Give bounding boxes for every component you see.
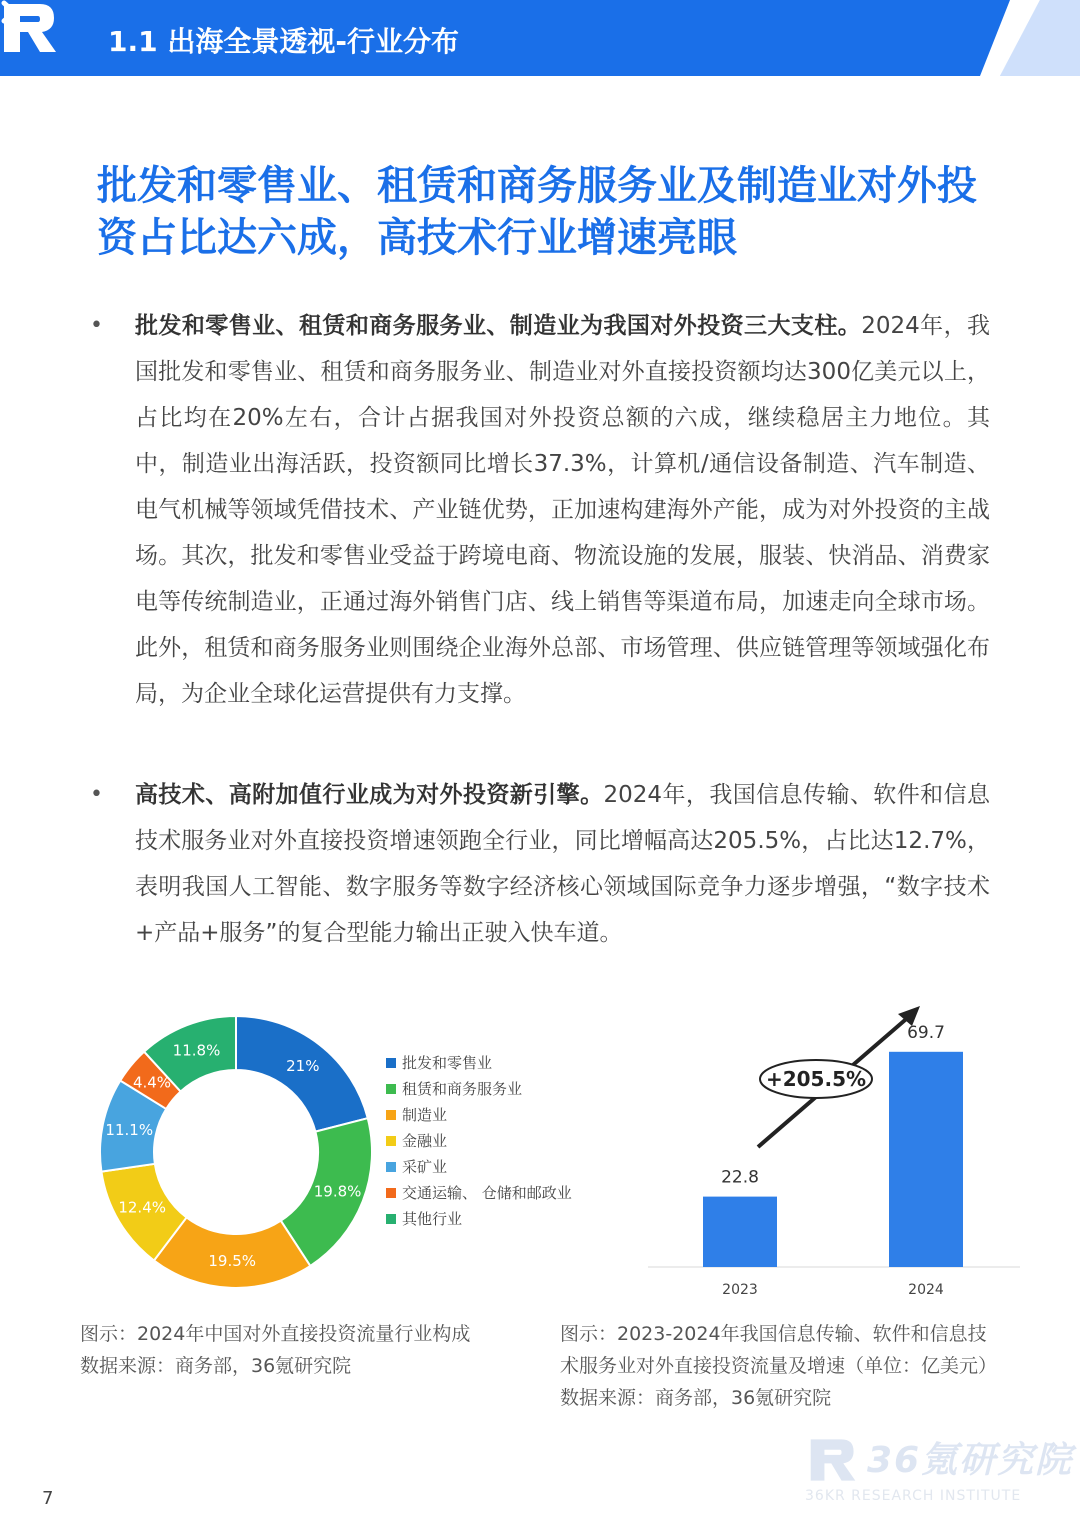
bar-value-label: 69.7 (907, 1022, 945, 1043)
legend-swatch (386, 1084, 396, 1094)
legend-item (386, 1180, 572, 1206)
legend-label: 批发和零售业 (402, 1054, 493, 1072)
caption-line: 数据来源：商务部，36氪研究院 (80, 1355, 352, 1377)
slice-label: 19.5% (208, 1251, 257, 1270)
watermark-logo-icon (805, 1436, 861, 1484)
slice-label: 4.4% (132, 1073, 172, 1092)
caption-line: 术服务业对外直接投资流量及增速（单位：亿美元） (560, 1355, 998, 1377)
caption-line: 数据来源：商务部，36氪研究院 (560, 1387, 832, 1409)
legend-swatch (386, 1188, 396, 1198)
header-bar (0, 0, 1080, 76)
slice-label: 12.4% (118, 1198, 167, 1217)
category-label: 2024 (908, 1282, 944, 1298)
bullet-body: 2024年，我国批发和零售业、租赁和商务服务业、制造业对外直接投资额均达300亿美元以上，占比均在20%左右，合计占据我国对外投资总额的六成，继续稳居主力地位。其中，制造业出海活跃，投资额同比增长37.3%，计算机/通信设备制造、汽车制造、 电气机械等领域凭借技术、产业链优势，正加速构建海外产能，成为对外投资的主战场。其次，批发和零售业受益于跨境电商、物流设施的发展，服装、快消品、消费家电等传统制造业，正通过海外销售门店、线上销售等渠道布局，加速走向全球市场。此外，租赁和商务服务业则围绕企业海外总部、市场管理、供应链管理等领域强化布局，为企业全球化运营提供有力支撑。 (135, 313, 990, 707)
caption-line: 图示：2023-2024年我国信息传输、软件和信息技 (560, 1323, 987, 1345)
watermark-text: 36氪研究院 (867, 1440, 1074, 1481)
legend-swatch (386, 1136, 396, 1146)
slice-label: 21% (286, 1056, 320, 1075)
bullet-item (90, 772, 990, 956)
legend-label: 其他行业 (402, 1210, 463, 1228)
legend-item (386, 1076, 572, 1102)
bullet-text (135, 303, 990, 717)
watermark (805, 1432, 1074, 1512)
legend-label: 租赁和商务服务业 (402, 1080, 523, 1098)
slice-label: 11.8% (172, 1041, 221, 1060)
legend-item (386, 1206, 572, 1232)
slice-label: 19.8% (313, 1182, 362, 1201)
legend-swatch (386, 1058, 396, 1068)
legend-label: 制造业 (402, 1106, 448, 1124)
slice-label: 11.1% (105, 1120, 154, 1139)
bar-value-label: 22.8 (721, 1167, 759, 1188)
page-title: 批发和零售业、租赁和商务服务业及制造业对外投资占比达六成，高技术行业增速亮眼 (97, 163, 977, 261)
watermark-subtext: 36KR RESEARCH INSTITUTE (805, 1488, 1022, 1504)
bar (703, 1197, 777, 1267)
bullet-lead: 高技术、高附加值行业成为对外投资新引擎。 (135, 782, 604, 808)
growth-annotation: +205.5% (765, 1067, 867, 1091)
bullet-lead: 批发和零售业、租赁和商务服务业、制造业为我国对外投资三大支柱。 (135, 313, 862, 339)
legend-label: 采矿业 (402, 1158, 448, 1176)
36kr-logo-icon (0, 0, 60, 56)
legend-item (386, 1102, 572, 1128)
legend-item (386, 1050, 572, 1076)
category-label: 2023 (722, 1282, 758, 1298)
page-number: 7 (42, 1488, 54, 1509)
bar (889, 1052, 963, 1267)
bullet-body: 2024年，我国信息传输、软件和信息技术服务业对外直接投资增速领跑全行业，同比增幅高达205.5%，占比达12.7%，表明我国人工智能、数字服务等数字经济核心领域国际竞争力逐步增强，“数字技术+产品+服务”的复合型能力输出正驶入快车道。 (135, 782, 991, 946)
bar-chart (630, 990, 1050, 1310)
bullet-text (135, 772, 990, 956)
legend-label: 交通运输、 仓储和邮政业 (402, 1184, 572, 1202)
bullet-item (90, 303, 990, 717)
bullet-dot: • (90, 782, 103, 807)
legend-item (386, 1154, 572, 1180)
section-title: 1.1 出海全景透视-行业分布 (108, 25, 459, 58)
legend-swatch (386, 1214, 396, 1224)
left-caption (80, 1318, 470, 1382)
caption-line: 图示：2024年中国对外直接投资流量行业构成 (80, 1323, 471, 1345)
legend-swatch (386, 1110, 396, 1120)
donut-chart (86, 1002, 386, 1302)
bullet-dot: • (90, 313, 103, 338)
chart-legend (386, 1050, 572, 1232)
legend-swatch (386, 1162, 396, 1172)
legend-label: 金融业 (402, 1132, 448, 1150)
right-caption (560, 1318, 997, 1414)
legend-item (386, 1128, 572, 1154)
